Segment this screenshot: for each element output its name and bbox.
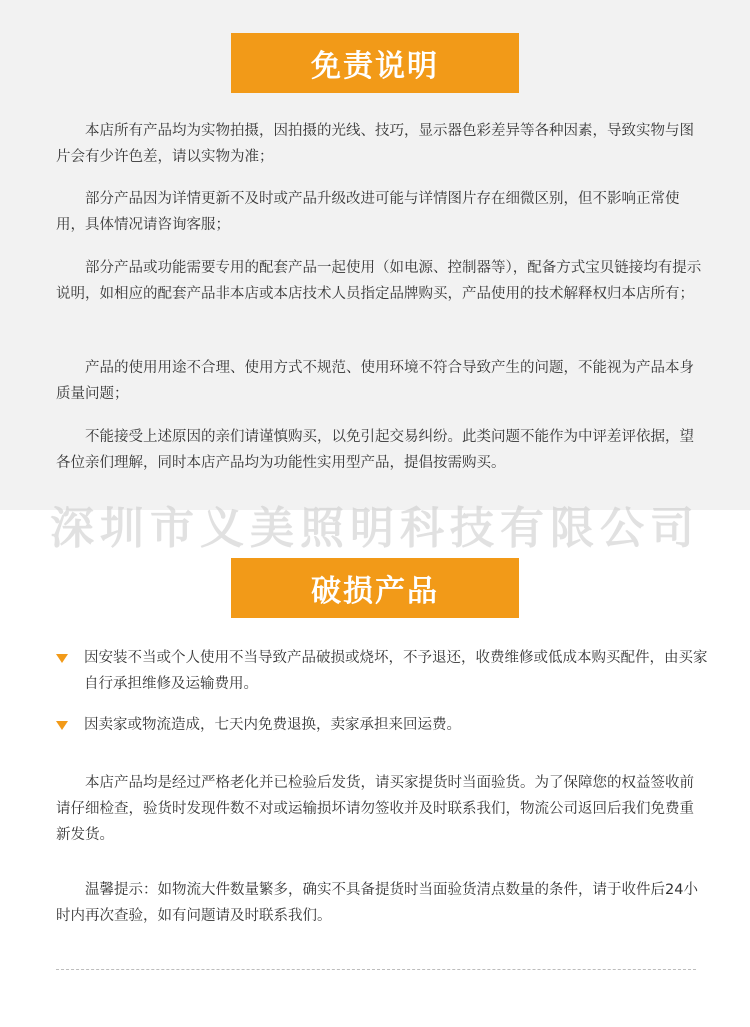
damage-bullet-text: 因安装不当或个人使用不当导致产品破损或烧坏，不予退还，收费维修或低成本购买配件，由买家自行承担维修及运输费用。 [84,650,708,692]
disclaimer-paragraph-3: 部分产品或功能需要专用的配套产品一起使用（如电源、控制器等），配备方式宝贝链接均有提示说明，如相应的配套产品非本店或本店技术人员指定品牌购买，产品使用的技术解释权归本店所有； [56,260,702,302]
damage-bullet-2 [56,712,716,738]
triangle-down-icon [56,721,68,730]
damage-paragraph-2: 温馨提示：如物流大件数量繁多，确实不具备提货时当面验货清点数量的条件，请于收件后24小时内再次查验，如有问题请及时联系我们。 [56,882,698,924]
damage-title-banner: 破损产品 [231,558,519,618]
company-watermark: 深圳市义美照明科技有限公司 [50,503,700,554]
dashed-divider [56,969,696,970]
damage-bullet-1 [56,645,716,697]
damage-paragraph-1: 本店产品均是经过严格老化并已检验后发货，请买家提货时当面验货。为了保障您的权益签收前请仔细检查，验货时发现件数不对或运输损坏请勿签收并及时联系我们，物流公司返回后我们免费重新发货。 [56,775,694,843]
disclaimer-paragraph-1: 本店所有产品均为实物拍摄，因拍摄的光线、技巧，显示器色彩差异等各种因素，导致实物与图片会有少许色差，请以实物为准； [56,123,694,165]
disclaimer-paragraph-2: 部分产品因为详情更新不及时或产品升级改进可能与详情图片存在细微区别，但不影响正常使用，具体情况请咨询客服； [56,191,680,233]
disclaimer-paragraph-5: 不能接受上述原因的亲们请谨慎购买，以免引起交易纠纷。此类问题不能作为中评差评依据，望各位亲们理解，同时本店产品均为功能性实用型产品，提倡按需购买。 [56,429,694,471]
damage-bullet-text: 因卖家或物流造成，七天内免费退换，卖家承担来回运费。 [84,717,461,733]
triangle-down-icon [56,654,68,663]
disclaimer-title-banner: 免责说明 [231,33,519,93]
disclaimer-paragraph-4: 产品的使用用途不合理、使用方式不规范、使用环境不符合导致产生的问题，不能视为产品本身质量问题； [56,360,694,402]
